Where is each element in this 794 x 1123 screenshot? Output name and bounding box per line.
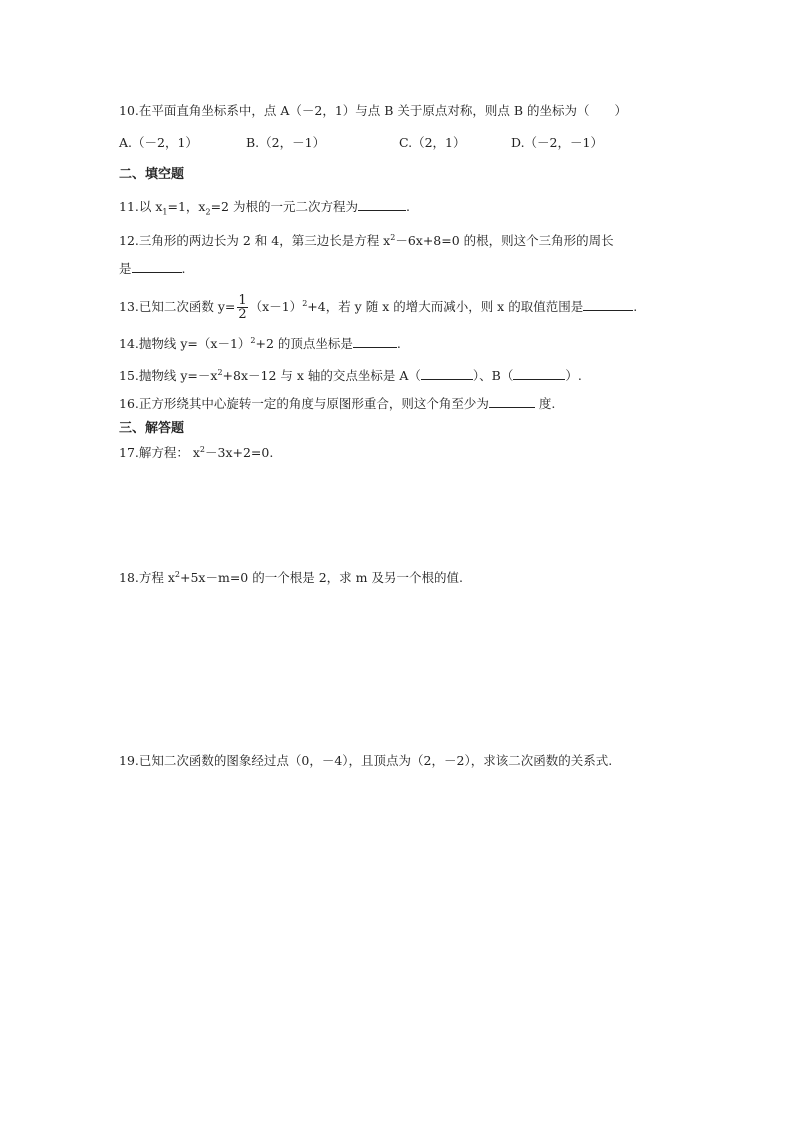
q13-sup: 2 bbox=[302, 298, 308, 308]
q17-post: －3x+2=0. bbox=[205, 445, 274, 461]
q16-pre: 16.正方形绕其中心旋转一定的角度与原图形重合，则这个角至少为 bbox=[119, 396, 489, 411]
q12-sup: 2 bbox=[390, 233, 396, 242]
q11-post: =2 为根的一元二次方程为 bbox=[210, 199, 358, 214]
question-18 bbox=[119, 566, 463, 587]
option-a: A.（－2，1） bbox=[119, 135, 198, 150]
question-15 bbox=[119, 364, 582, 385]
q13-post: +4，若 y 随 x 的增大而减小，则 x 的取值范围是 bbox=[307, 299, 584, 314]
q12-line2-end: . bbox=[181, 261, 186, 276]
q13-pre: 13.已知二次函数 y= bbox=[119, 299, 236, 314]
option-c: C.（2，1） bbox=[399, 135, 466, 150]
fraction-denominator: 2 bbox=[238, 307, 247, 322]
question-19 bbox=[119, 752, 612, 770]
q18-post: +5x－m=0 的一个根是 2，求 m 及另一个根的值. bbox=[180, 570, 463, 586]
q15-end: ）. bbox=[565, 368, 582, 384]
q15-pre: 15.抛物线 y=－x bbox=[119, 368, 218, 384]
q19-text: 19.已知二次函数的图象经过点（0，－4），且顶点为（2，－2），求该二次函数的关系式. bbox=[119, 753, 613, 768]
q15-mid: ）、B（ bbox=[472, 368, 514, 384]
q11-mid: =1，x bbox=[167, 199, 206, 214]
q17-sup: 2 bbox=[199, 445, 205, 454]
question-16 bbox=[119, 395, 555, 413]
option-d: D.（－2，－1） bbox=[511, 135, 603, 150]
answer-blank bbox=[583, 298, 633, 311]
question-12-line-1 bbox=[119, 229, 614, 250]
q18-pre: 18.方程 x bbox=[119, 570, 175, 586]
answer-blank bbox=[358, 198, 406, 211]
question-12-line-2 bbox=[119, 260, 186, 278]
q11-sub-1: 1 bbox=[162, 207, 168, 217]
q11-pre: 11.以 x bbox=[119, 199, 163, 214]
answer-blank-a bbox=[421, 367, 473, 380]
answer-blank-b bbox=[513, 367, 565, 380]
q12-line2-pre: 是 bbox=[119, 261, 132, 276]
q11-end: . bbox=[405, 199, 410, 214]
option-b: B.（2，－1） bbox=[246, 135, 326, 150]
fraction-one-half bbox=[237, 294, 247, 321]
q14-pre: 14.抛物线 y=（x－1） bbox=[119, 336, 251, 352]
section-fill-in-heading: 二、填空题 bbox=[119, 167, 185, 182]
q18-sup: 2 bbox=[174, 570, 180, 579]
question-11 bbox=[119, 198, 410, 222]
question-14 bbox=[119, 332, 401, 353]
q12-pre: 12.三角形的两边长为 2 和 4，第三边长是方程 x bbox=[119, 233, 391, 249]
q15-post: +8x－12 与 x 轴的交点坐标是 A（ bbox=[222, 368, 421, 384]
answer-blank bbox=[489, 395, 535, 408]
q13-end: . bbox=[633, 299, 638, 314]
q11-sub-2: 2 bbox=[205, 207, 211, 217]
section-solve-heading: 三、解答题 bbox=[119, 421, 185, 436]
answer-blank bbox=[132, 260, 182, 273]
q17-pre: 17.解方程： x bbox=[119, 445, 200, 461]
question-10-text: 10.在平面直角坐标系中，点 A（－2，1）与点 B 关于原点对称，则点 B 的坐标为（ ） bbox=[119, 103, 628, 118]
q14-post: +2 的顶点坐标是 bbox=[255, 336, 353, 352]
q14-sup: 2 bbox=[250, 336, 256, 345]
q14-end: . bbox=[396, 336, 401, 352]
q15-sup: 2 bbox=[217, 368, 223, 377]
q13-mid: （x－1） bbox=[249, 299, 303, 314]
fraction-numerator: 1 bbox=[238, 293, 247, 308]
question-13 bbox=[119, 294, 637, 321]
question-10 bbox=[119, 102, 627, 120]
answer-blank bbox=[353, 335, 397, 348]
question-17 bbox=[119, 441, 273, 462]
q16-end: 度. bbox=[534, 396, 556, 411]
q12-post: －6x+8=0 的根，则这个三角形的周长 bbox=[395, 233, 614, 249]
